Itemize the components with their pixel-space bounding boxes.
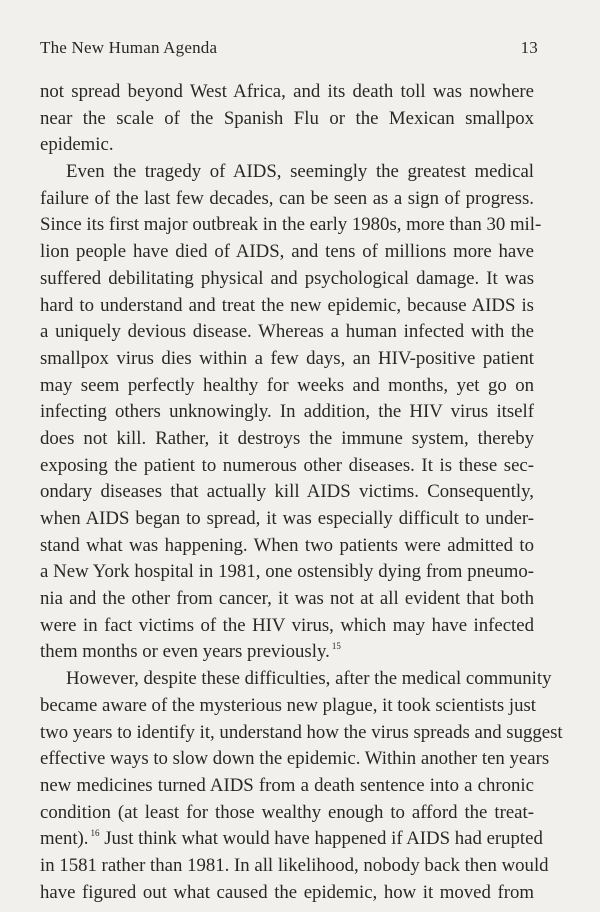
text-line: two years to identify it, understand how the virus spreads and suggest [40,721,563,743]
text-line: in 1581 rather than 1981. In all likelihood, nobody back then would [40,854,549,876]
text-line: new medicines turned AIDS from a death sentence into a chronic [40,774,534,796]
text-line: became aware of the mysterious new plague, it took scientists just [40,694,537,716]
text-line-content: them months or even years previously. [40,641,330,663]
text-line: a uniquely devious disease. Whereas a human infected with the [40,321,534,343]
text-line: epidemic. [40,134,114,156]
text-line: a New York hospital in 1981, one ostensibly dying from pneumo- [40,561,534,583]
running-title: The New Human Agenda [40,38,218,57]
paragraph-first-line: Even the tragedy of AIDS, seemingly the greatest medical [66,161,534,183]
text-line-with-footnote [40,639,534,666]
text-line: condition (at least for those wealthy enough to afford the treat- [40,801,534,823]
footnote-marker-16: 16 [90,828,100,839]
text-line: near the scale of the Spanish Flu or the Mexican smallpox [40,107,534,129]
text-line: stand what was happening. When two patients were admitted to [40,534,534,556]
page-number: 13 [520,38,538,57]
text-line: infecting others unknowingly. In addition, the HIV virus itself [40,401,534,423]
text-line-content: Just think what would have happened if AIDS had erupted [104,828,543,850]
text-line-content: ment). [40,828,89,850]
text-line: failure of the last few decades, can be seen as a sign of progress. [40,187,534,209]
text-line: were in fact victims of the HIV virus, which may have infected [40,614,534,636]
text-line: suffered debilitating physical and psychological damage. It was [40,267,534,289]
text-line: nia and the other from cancer, it was not at all evident that both [40,588,534,610]
text-line: does not kill. Rather, it destroys the immune system, thereby [40,427,534,449]
text-line-with-footnote [40,826,543,853]
text-line: lion people have died of AIDS, and tens of millions more have [40,241,534,263]
text-line: exposing the patient to numerous other diseases. It is these sec- [40,454,534,476]
footnote-marker-15: 15 [331,641,341,652]
text-line: smallpox virus dies within a few days, an HIV-positive patient [40,347,534,369]
text-line: when AIDS began to spread, it was especially difficult to under- [40,508,534,529]
text-line: hard to understand and treat the new epidemic, because AIDS is [40,294,534,316]
body-text [40,79,563,906]
running-header [40,38,538,62]
text-line: may seem perfectly healthy for weeks and months, yet go on [40,374,534,396]
text-line: have figured out what caused the epidemic, how it moved from [40,881,534,903]
text-line: Since its first major outbreak in the early 1980s, more than 30 mil- [40,214,542,236]
text-line: effective ways to slow down the epidemic. Within another ten years [40,748,550,770]
text-line: ondary diseases that actually kill AIDS victims. Consequently, [40,481,534,503]
paragraph-first-line: However, despite these difficulties, after the medical community [66,668,552,690]
text-line: not spread beyond West Africa, and its death toll was nowhere [40,81,534,102]
